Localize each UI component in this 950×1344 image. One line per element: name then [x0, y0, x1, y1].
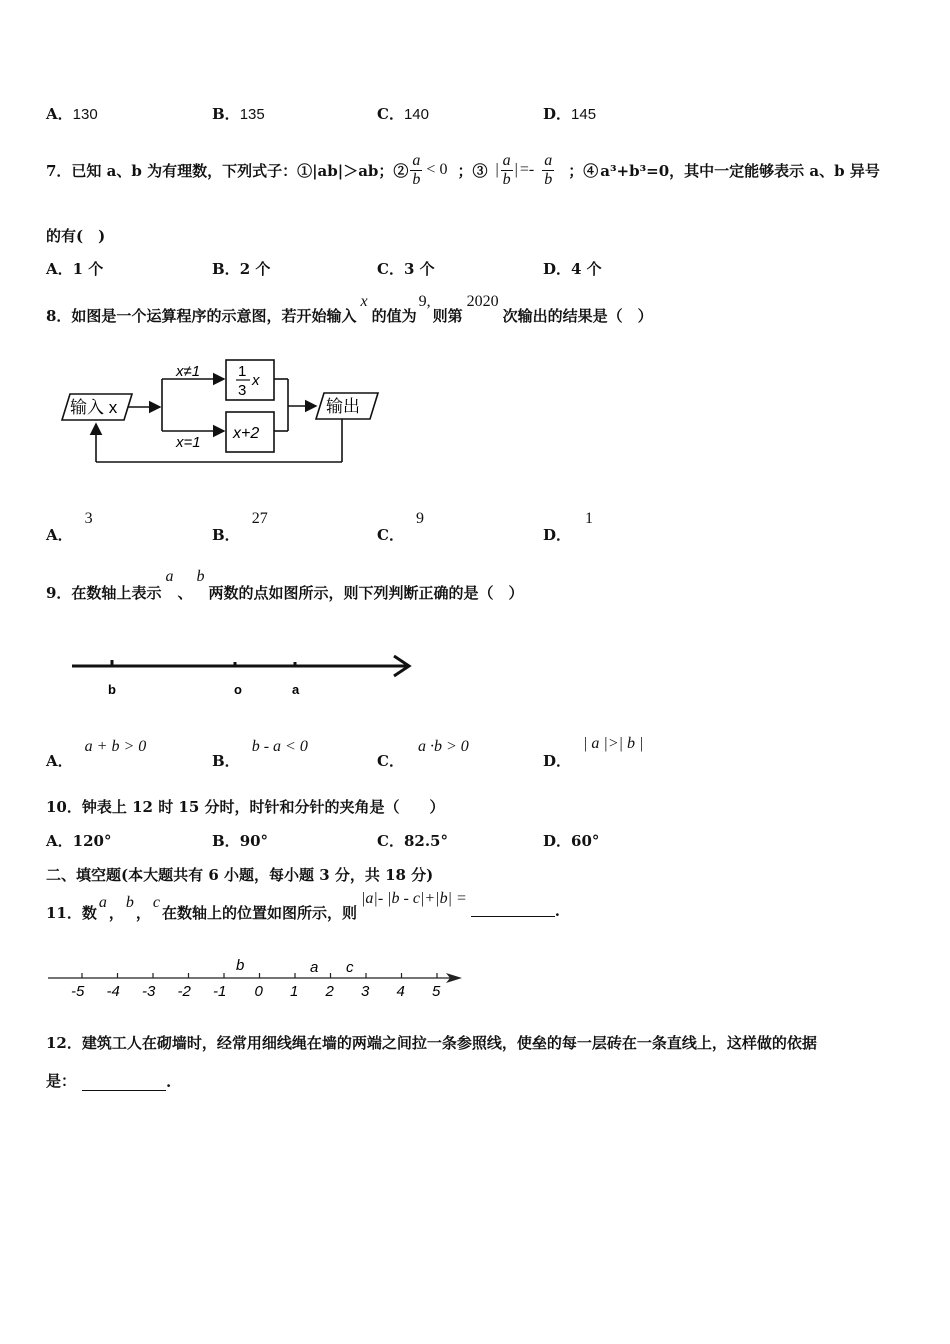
q11-tick-label: -5: [71, 983, 85, 1000]
q8-option-a: A． 3: [46, 510, 93, 544]
flow-box2-label: x+2: [233, 425, 260, 442]
q7-stem: 7．已知 a、b 为有理数，下列式子：①|ab|＞ab；② $\frac{a}{b}$ < 0 ；③ | $\frac{a}{b}$ | =- $\frac{a}{b}$ ；④ a³+b³=0，其中一定能够表示 a、b 异号: [46, 151, 880, 188]
q11-tick-label: 2: [325, 983, 334, 1000]
q7-option-a: A．1 个: [46, 260, 104, 278]
q11-point-c: c: [346, 959, 354, 976]
q6-option-a: A．130: [46, 105, 98, 123]
q11-tick-label: -3: [142, 983, 156, 1000]
q9-stem: 9．在数轴上表示 a 、 b 两数的点如图所示，则下列判断正确的是（ ）: [46, 568, 524, 602]
q9-number-line: [66, 650, 416, 700]
q11-tick-label: 5: [432, 983, 441, 1000]
q11-answer-blank[interactable]: [471, 890, 555, 917]
q6-option-c: C．140: [377, 105, 429, 123]
q8-stem: 8．如图是一个运算程序的示意图，若开始输入 x 的值为 9, 则第 2020 次输出的结果是（ ）: [46, 293, 653, 325]
q11-tick-label: -1: [213, 983, 227, 1000]
q11-number-line: [46, 952, 470, 1004]
q11-tick-label: 4: [396, 983, 405, 1000]
flow-frac-den: 3: [238, 382, 247, 399]
q11-tick-label: 1: [290, 983, 299, 1000]
flow-input-label: 输入 x: [70, 398, 118, 417]
q11-tick-label: 3: [361, 983, 370, 1000]
q11-point-b: b: [236, 957, 245, 974]
q9-option-c: C． a ·b > 0: [377, 738, 469, 770]
q7-option-d: D．4 个: [543, 260, 602, 278]
q10-option-a: A．120°: [46, 832, 112, 850]
q7-frac-a-over-b: $\frac{a}{b}$: [412, 151, 421, 188]
q7-option-b: B．2 个: [212, 260, 271, 278]
q11-stem: 11．数 a ， b ， c 在数轴上的位置如图所示，则 |a|- |b - c|+|b| = .: [46, 890, 561, 922]
q9-label-b: b: [108, 682, 116, 697]
q12-answer-blank[interactable]: [82, 1074, 166, 1091]
q9-option-b: B． b - a < 0: [212, 738, 308, 770]
flow-output-label: 输出: [326, 397, 360, 416]
q10-option-b: B．90°: [212, 832, 269, 850]
q9-label-o: o: [234, 682, 242, 697]
q11-tick-label: 0: [254, 983, 263, 1000]
q7-option-c: C．3 个: [377, 260, 435, 278]
q11-ticks: [71, 973, 441, 1000]
q11-tick-label: -4: [106, 983, 120, 1000]
flow-cond-ne: x≠1: [176, 363, 201, 380]
q8-flowchart: [60, 352, 390, 470]
q8-option-b: B． 27: [212, 510, 268, 544]
q10-option-d: D．60°: [543, 832, 600, 850]
q10-option-c: C．82.5°: [377, 832, 448, 850]
q10-stem: 10．钟表上 12 时 15 分时，时针和分针的夹角是（ ）: [46, 798, 445, 816]
q9-option-d: D． | a |>| b |: [543, 735, 644, 770]
q9-option-a: A． a + b > 0: [46, 738, 147, 770]
q8-option-c: C． 9: [377, 510, 424, 544]
q9-label-a: a: [292, 682, 300, 697]
q6-option-b: B．135: [212, 105, 265, 123]
q11-point-a: a: [310, 959, 319, 976]
section-title-fill-blank: 二、填空题(本大题共有 6 小题，每小题 3 分，共 18 分): [46, 866, 434, 884]
q12-stem: 12．建筑工人在砌墙时，经常用细线绳在墙的两端之间拉一条参照线，使垒的每一层砖在一条直线上，这样做的依据: [46, 1034, 817, 1052]
flow-frac-var: x: [252, 372, 260, 389]
q7-stem-cont: 的有( ): [46, 227, 106, 245]
q11-tick-label: -2: [177, 983, 191, 1000]
flow-frac-num: 1: [238, 363, 247, 380]
flow-cond-eq: x=1: [176, 434, 201, 451]
q12-stem-cont: 是： .: [46, 1072, 172, 1091]
q6-option-d: D．145: [543, 105, 597, 123]
q8-option-d: D． 1: [543, 510, 594, 544]
